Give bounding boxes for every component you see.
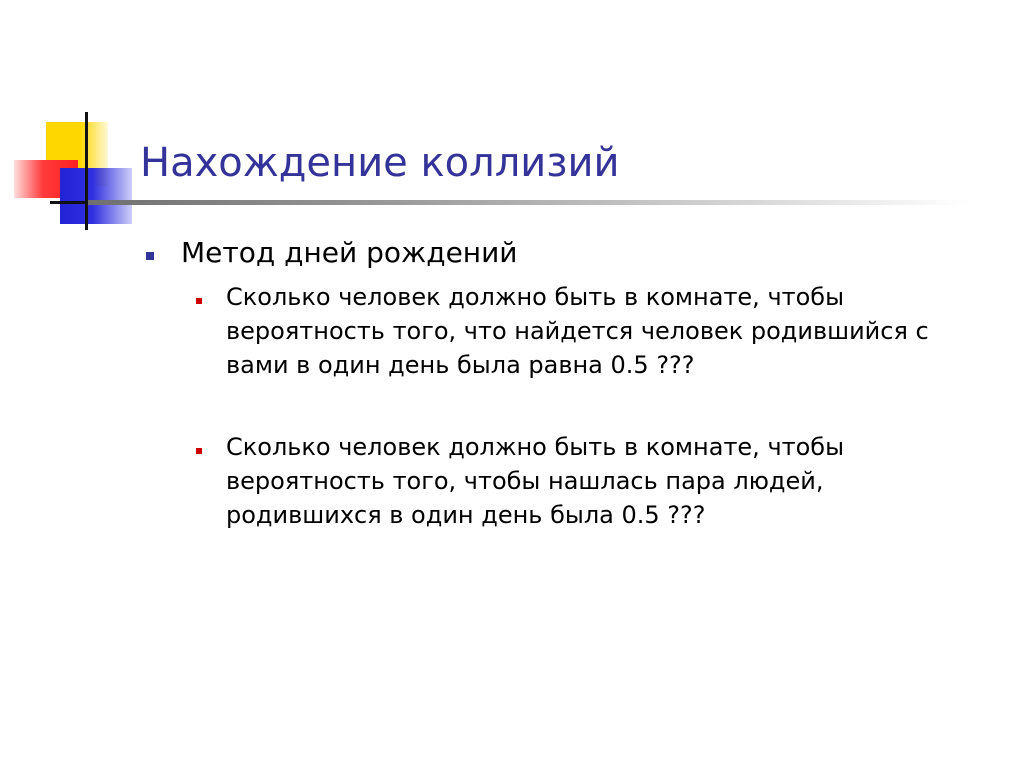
- sub-bullet-text-2: [226, 430, 986, 532]
- sub-bullet-square-icon: [196, 298, 202, 304]
- vertical-line: [85, 112, 88, 230]
- sub-bullet-square-icon: [196, 448, 202, 454]
- sub-bullet-line: Сколько человек должно быть в комнате, чтобы: [226, 283, 845, 311]
- bullet-square-icon: [146, 252, 154, 260]
- sub-bullet-line: вами в один день была равна 0.5 ???: [226, 351, 695, 379]
- sub-bullet-line: вероятность того, что найдется человек родившийся с: [226, 317, 929, 345]
- sub-bullet-line: родившихся в один день была 0.5 ???: [226, 501, 706, 529]
- title-underline: [88, 200, 968, 205]
- blue-square: [60, 168, 132, 224]
- sub-bullet-line: вероятность того, чтобы нашлась пара людей,: [226, 467, 824, 495]
- sub-bullet-text-1: [226, 280, 986, 382]
- sub-bullet-line: Сколько человек должно быть в комнате, чтобы: [226, 433, 845, 461]
- bullet-text: Метод дней рождений: [181, 236, 518, 269]
- slide-title: Нахождение коллизий: [140, 140, 620, 186]
